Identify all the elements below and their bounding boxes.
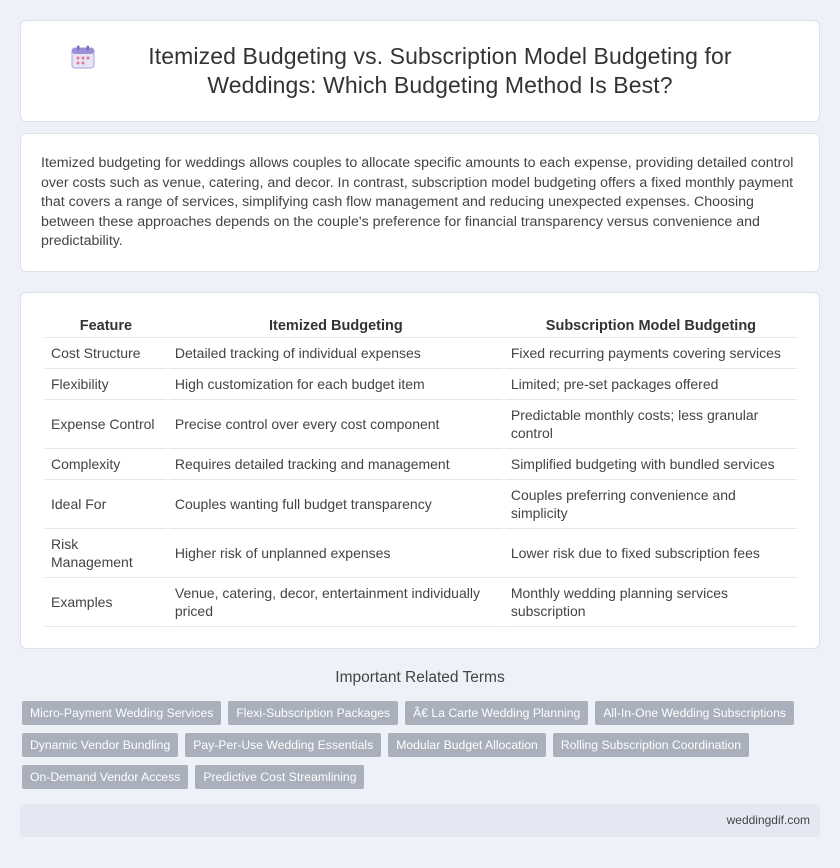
itemized-cell: Venue, catering, decor, entertainment individually priced bbox=[169, 578, 503, 627]
subscription-cell: Monthly wedding planning services subscription bbox=[505, 578, 797, 627]
feature-cell: Risk Management bbox=[45, 529, 167, 578]
related-term-tag[interactable]: Modular Budget Allocation bbox=[388, 733, 546, 757]
intro-paragraph: Itemized budgeting for weddings allows couples to allocate specific amounts to each expense, providing detailed control over costs such as venue, catering, and decor. In contrast, subscription model budgeting offers a fixed monthly payment that covers a range of services, simplifying cash flow management and reducing unexpected expenses. Choosing between these approaches depends on the couple's preference for financial transparency versus convenience and predictability. bbox=[41, 155, 794, 249]
feature-cell: Expense Control bbox=[45, 400, 167, 449]
feature-cell: Ideal For bbox=[45, 480, 167, 529]
itemized-cell: Precise control over every cost component bbox=[169, 400, 503, 449]
feature-cell: Complexity bbox=[45, 449, 167, 480]
feature-cell: Examples bbox=[45, 578, 167, 627]
itemized-cell: Detailed tracking of individual expenses bbox=[169, 338, 503, 369]
itemized-cell: Requires detailed tracking and management bbox=[169, 449, 503, 480]
related-term-tag[interactable]: Ã€ La Carte Wedding Planning bbox=[405, 701, 588, 725]
table-row bbox=[45, 578, 797, 627]
feature-cell: Cost Structure bbox=[45, 338, 167, 369]
subscription-cell: Fixed recurring payments covering services bbox=[505, 338, 797, 369]
header-subscription: Subscription Model Budgeting bbox=[505, 310, 797, 338]
feature-cell: Flexibility bbox=[45, 369, 167, 400]
table-row bbox=[45, 529, 797, 578]
footer bbox=[20, 804, 820, 837]
subscription-cell: Simplified budgeting with bundled services bbox=[505, 449, 797, 480]
subscription-cell: Lower risk due to fixed subscription fees bbox=[505, 529, 797, 578]
itemized-cell: Couples wanting full budget transparency bbox=[169, 480, 503, 529]
table-row bbox=[45, 400, 797, 449]
related-terms-list bbox=[22, 701, 812, 789]
table-row bbox=[45, 369, 797, 400]
itemized-cell: High customization for each budget item bbox=[169, 369, 503, 400]
related-term-tag[interactable]: On-Demand Vendor Access bbox=[22, 765, 188, 789]
table-row bbox=[45, 449, 797, 480]
subscription-cell: Predictable monthly costs; less granular control bbox=[505, 400, 797, 449]
table-row bbox=[45, 480, 797, 529]
related-term-tag[interactable]: Pay-Per-Use Wedding Essentials bbox=[185, 733, 381, 757]
subscription-cell: Limited; pre-set packages offered bbox=[505, 369, 797, 400]
footer-site-link[interactable]: weddingdif.com bbox=[726, 813, 810, 827]
related-term-tag[interactable]: Micro-Payment Wedding Services bbox=[22, 701, 221, 725]
comparison-card bbox=[20, 292, 820, 649]
related-term-tag[interactable]: Predictive Cost Streamlining bbox=[195, 765, 364, 789]
calendar-icon bbox=[70, 44, 96, 70]
table-header-row bbox=[45, 310, 797, 338]
subscription-cell: Couples preferring convenience and simplicity bbox=[505, 480, 797, 529]
related-term-tag[interactable]: Flexi-Subscription Packages bbox=[228, 701, 398, 725]
intro-card bbox=[20, 133, 820, 272]
comparison-table bbox=[43, 310, 799, 627]
header-itemized: Itemized Budgeting bbox=[169, 310, 503, 338]
related-terms-title: Important Related Terms bbox=[335, 669, 505, 686]
related-term-tag[interactable]: All-In-One Wedding Subscriptions bbox=[595, 701, 794, 725]
header-feature: Feature bbox=[45, 310, 167, 338]
related-term-tag[interactable]: Dynamic Vendor Bundling bbox=[22, 733, 178, 757]
related-term-tag[interactable]: Rolling Subscription Coordination bbox=[553, 733, 749, 757]
title-wrap bbox=[70, 42, 770, 100]
title-card bbox=[20, 20, 820, 122]
page-title: Itemized Budgeting vs. Subscription Model Budgeting for Weddings: Which Budgeting Method Is Best? bbox=[148, 43, 732, 98]
table-row bbox=[45, 338, 797, 369]
itemized-cell: Higher risk of unplanned expenses bbox=[169, 529, 503, 578]
